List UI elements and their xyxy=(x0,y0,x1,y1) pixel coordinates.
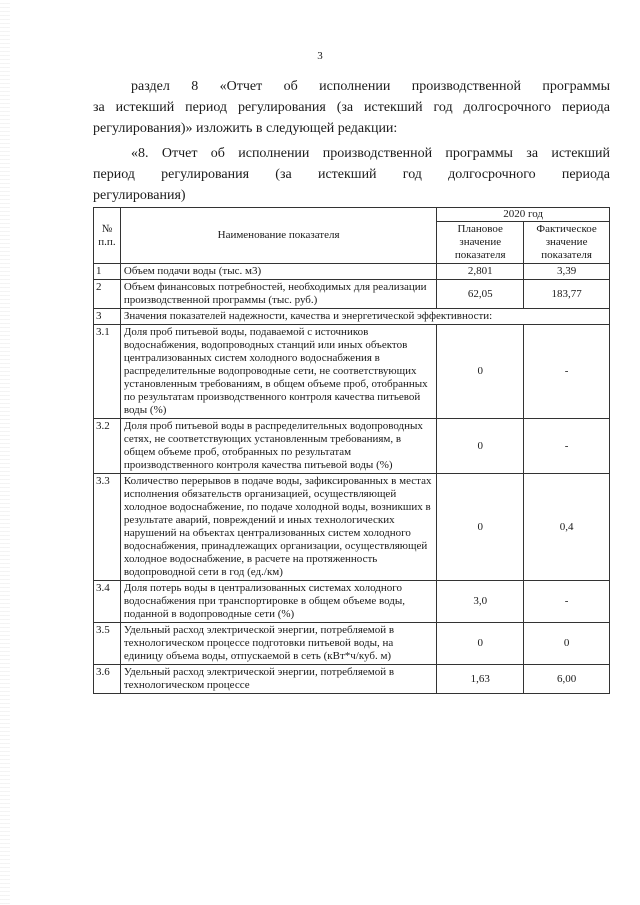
row-number: 2 xyxy=(94,280,121,309)
intro-line-2: за истекший период регулирования (за истекший год долгосрочного периода xyxy=(93,100,610,115)
report-table xyxy=(93,207,610,694)
row-indicator-name: Удельный расход электрической энергии, потребляемой в технологическом процессе xyxy=(120,665,436,694)
row-indicator-name: Удельный расход электрической энергии, потребляемой в технологическом процессе подготовки питьевой воды, на единицу объема воды, отпускаемой в сеть (кВт*ч/куб. м) xyxy=(120,623,436,665)
row-planned-value: 0 xyxy=(437,325,524,419)
header-col-no: № п.п. xyxy=(94,208,121,264)
row-actual-value: 183,77 xyxy=(524,280,610,309)
row-number: 3.4 xyxy=(94,581,121,623)
row-section-title: Значения показателей надежности, качества и энергетической эффективности: xyxy=(120,309,609,325)
page-number: 3 xyxy=(317,50,323,62)
row-number: 1 xyxy=(94,264,121,280)
row-actual-value: - xyxy=(524,581,610,623)
table-header-row-1 xyxy=(94,208,610,222)
scan-edge-noise xyxy=(0,0,10,905)
row-indicator-name: Количество перерывов в подаче воды, зафиксированных в местах исполнения обязательств организацией, осуществляющей холодное водоснабжение, по подаче холодной воды, возникших в результате аварий, повреждений и иных технологических нарушений на объектах централизованных систем холодного водоснабжения, принадлежащих организации, осуществляющей холодное водоснабжение, в расчете на протяженность водопроводной сети в год (ед./км) xyxy=(120,474,436,581)
row-number: 3.6 xyxy=(94,665,121,694)
row-number: 3.1 xyxy=(94,325,121,419)
table-row xyxy=(94,474,610,581)
row-number: 3.3 xyxy=(94,474,121,581)
header-year: 2020 год xyxy=(437,208,610,222)
row-actual-value: 3,39 xyxy=(524,264,610,280)
row-planned-value: 0 xyxy=(437,623,524,665)
table-row xyxy=(94,325,610,419)
header-planned: Плановое значение показателя xyxy=(437,222,524,264)
table-row xyxy=(94,309,610,325)
heading-line-3: регулирования) xyxy=(93,188,186,203)
table-row xyxy=(94,264,610,280)
row-indicator-name: Доля проб питьевой воды в распределительных водопроводных сетях, не соответствующих установленным требованиям, в общем объеме проб, отобранных по результатам производственного контроля качества питьевой воды (%) xyxy=(120,419,436,474)
table-row xyxy=(94,623,610,665)
intro-paragraph xyxy=(93,76,610,139)
table-row xyxy=(94,280,610,309)
row-indicator-name: Доля проб питьевой воды, подаваемой с источников водоснабжения, водопроводных станций или иных объектов централизованных систем холодного водоснабжения в распределительные водопроводные сети, не соответствующих установленным требованиям, в общем объеме проб, отобранных по результатам производственного контроля качества питьевой воды (%) xyxy=(120,325,436,419)
table-row xyxy=(94,665,610,694)
header-actual: Фактическое значение показателя xyxy=(524,222,610,264)
row-actual-value: 0,4 xyxy=(524,474,610,581)
heading-line-2: период регулирования (за истекший год долгосрочного периода xyxy=(93,167,610,182)
row-indicator-name: Объем подачи воды (тыс. м3) xyxy=(120,264,436,280)
row-indicator-name: Доля потерь воды в централизованных системах холодного водоснабжения при транспортировке в общем объеме воды, поданной в водопроводные сети (%) xyxy=(120,581,436,623)
row-number: 3 xyxy=(94,309,121,325)
row-planned-value: 1,63 xyxy=(437,665,524,694)
row-actual-value: 0 xyxy=(524,623,610,665)
row-actual-value: - xyxy=(524,325,610,419)
intro-line-3: регулирования)» изложить в следующей редакции: xyxy=(93,121,398,136)
row-planned-value: 2,801 xyxy=(437,264,524,280)
row-indicator-name: Объем финансовых потребностей, необходимых для реализации производственной программы (тыс. руб.) xyxy=(120,280,436,309)
row-number: 3.2 xyxy=(94,419,121,474)
row-actual-value: - xyxy=(524,419,610,474)
header-col-name: Наименование показателя xyxy=(120,208,436,264)
table-row xyxy=(94,581,610,623)
report-heading-paragraph xyxy=(93,143,610,206)
row-planned-value: 62,05 xyxy=(437,280,524,309)
row-planned-value: 0 xyxy=(437,419,524,474)
row-planned-value: 0 xyxy=(437,474,524,581)
heading-line-1: «8. Отчет об исполнении производственной программы за истекший xyxy=(131,146,610,161)
row-number: 3.5 xyxy=(94,623,121,665)
table-row xyxy=(94,419,610,474)
row-actual-value: 6,00 xyxy=(524,665,610,694)
row-planned-value: 3,0 xyxy=(437,581,524,623)
intro-line-1: раздел 8 «Отчет об исполнении производственной программы xyxy=(131,79,610,94)
